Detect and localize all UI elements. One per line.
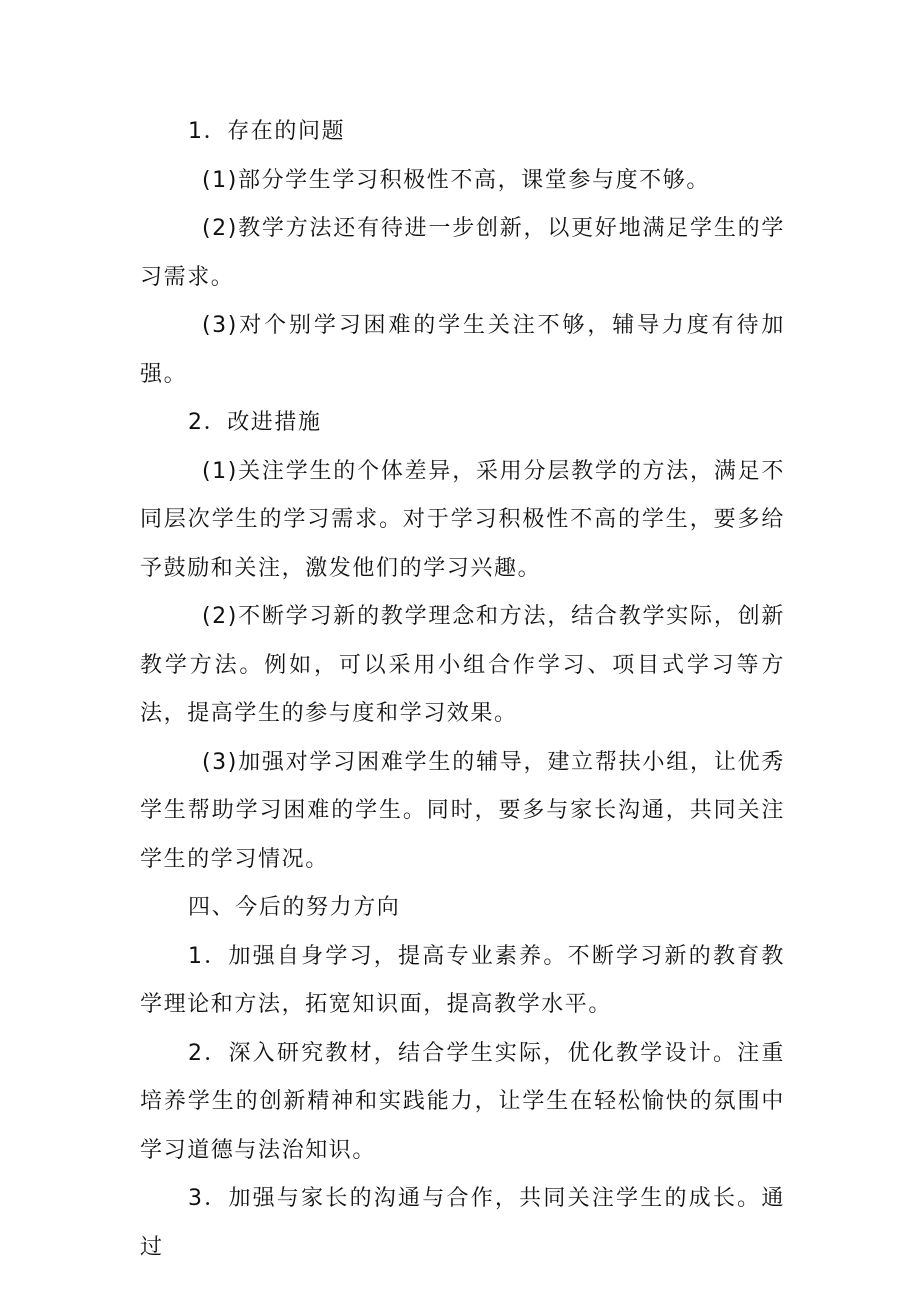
measure-item-2: (2)不断学习新的教学理念和方法，结合教学实际，创新教学方法。例如，可以采用小组合作学习、项目式学习等方法，提高学生的参与度和学习效果。: [140, 604, 785, 726]
problem-item-3: (3)对个别学习困难的学生关注不够，辅导力度有待加强。: [140, 313, 785, 387]
direction-item-3: 3．加强与家长的沟通与合作，共同关注学生的成长。通过: [140, 1186, 785, 1260]
problem-item-1: (1)部分学生学习积极性不高，课堂参与度不够。: [202, 167, 710, 193]
document-body: [140, 108, 785, 1272]
subsection-heading-problems: 1．存在的问题: [188, 119, 346, 144]
problem-item-2: (2)教学方法还有待进一步创新，以更好地满足学生的学习需求。: [140, 216, 785, 290]
section-heading-future-direction: 四、今后的努力方向: [188, 895, 401, 920]
direction-item-1: 1．加强自身学习，提高专业素养。不断学习新的教育教学理论和方法，拓宽知识面，提高教学水平。: [140, 943, 785, 1017]
measure-item-1: (1)关注学生的个体差异，采用分层教学的方法，满足不同层次学生的学习需求。对于学习积极性不高的学生，要多给予鼓励和关注，激发他们的学习兴趣。: [140, 458, 785, 581]
direction-item-2: 2．深入研究教材，结合学生实际，优化教学设计。注重培养学生的创新精神和实践能力，让学生在轻松愉快的氛围中学习道德与法治知识。: [140, 1040, 785, 1163]
subsection-heading-measures: 2．改进措施: [188, 410, 322, 435]
measure-item-3: (3)加强对学习困难学生的辅导，建立帮扶小组，让优秀学生帮助学习困难的学生。同时，要多与家长沟通，共同关注学生的学习情况。: [140, 749, 785, 872]
